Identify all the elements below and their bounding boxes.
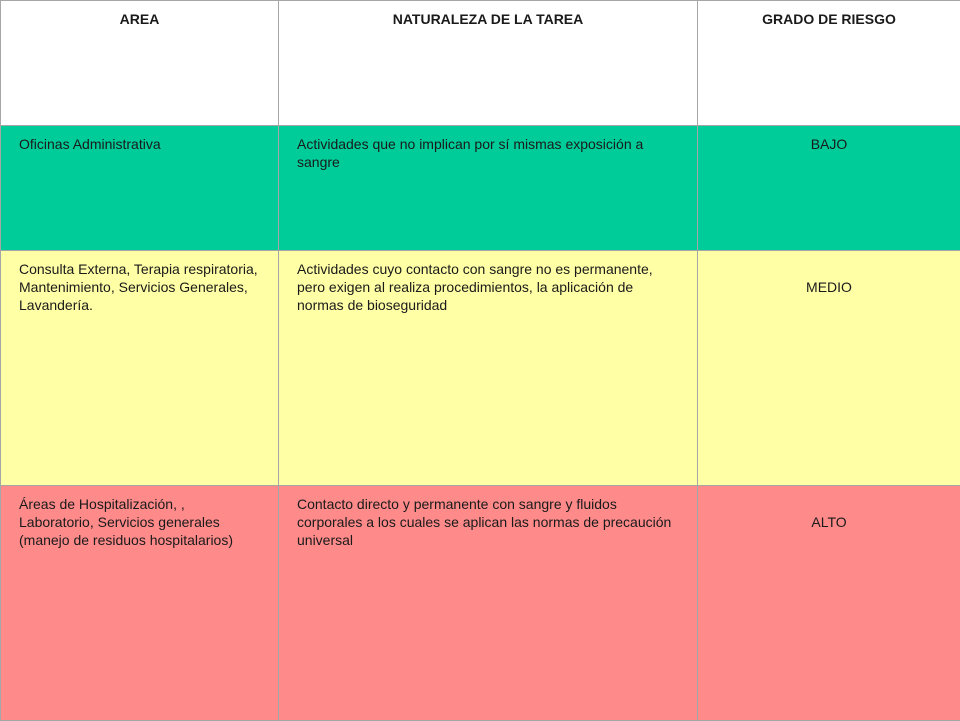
- naturaleza-cell: Actividades cuyo contacto con sangre no es permanente, pero exigen al realiza procedimientos, la aplicación de normas de bioseguridad: [279, 251, 698, 486]
- table-row-bajo: [1, 126, 960, 251]
- naturaleza-cell: Contacto directo y permanente con sangre y fluidos corporales a los cuales se aplican las normas de precaución universal: [279, 486, 698, 721]
- header-naturaleza: NATURALEZA DE LA TAREA: [279, 1, 698, 126]
- area-cell: Oficinas Administrativa: [1, 126, 279, 251]
- header-grado: GRADO DE RIESGO: [698, 1, 960, 126]
- area-cell: Consulta Externa, Terapia respiratoria, Mantenimiento, Servicios Generales, Lavandería.: [1, 251, 279, 486]
- grado-cell: BAJO: [698, 126, 960, 251]
- table-row-alto: [1, 486, 960, 721]
- header-area: AREA: [1, 1, 279, 126]
- grado-cell: MEDIO: [698, 251, 960, 486]
- header-row: [1, 1, 960, 126]
- naturaleza-cell: Actividades que no implican por sí mismas exposición a sangre: [279, 126, 698, 251]
- area-cell: Áreas de Hospitalización, , Laboratorio, Servicios generales (manejo de residuos hospitalarios): [1, 486, 279, 721]
- table-row-medio: [1, 251, 960, 486]
- grado-cell: ALTO: [698, 486, 960, 721]
